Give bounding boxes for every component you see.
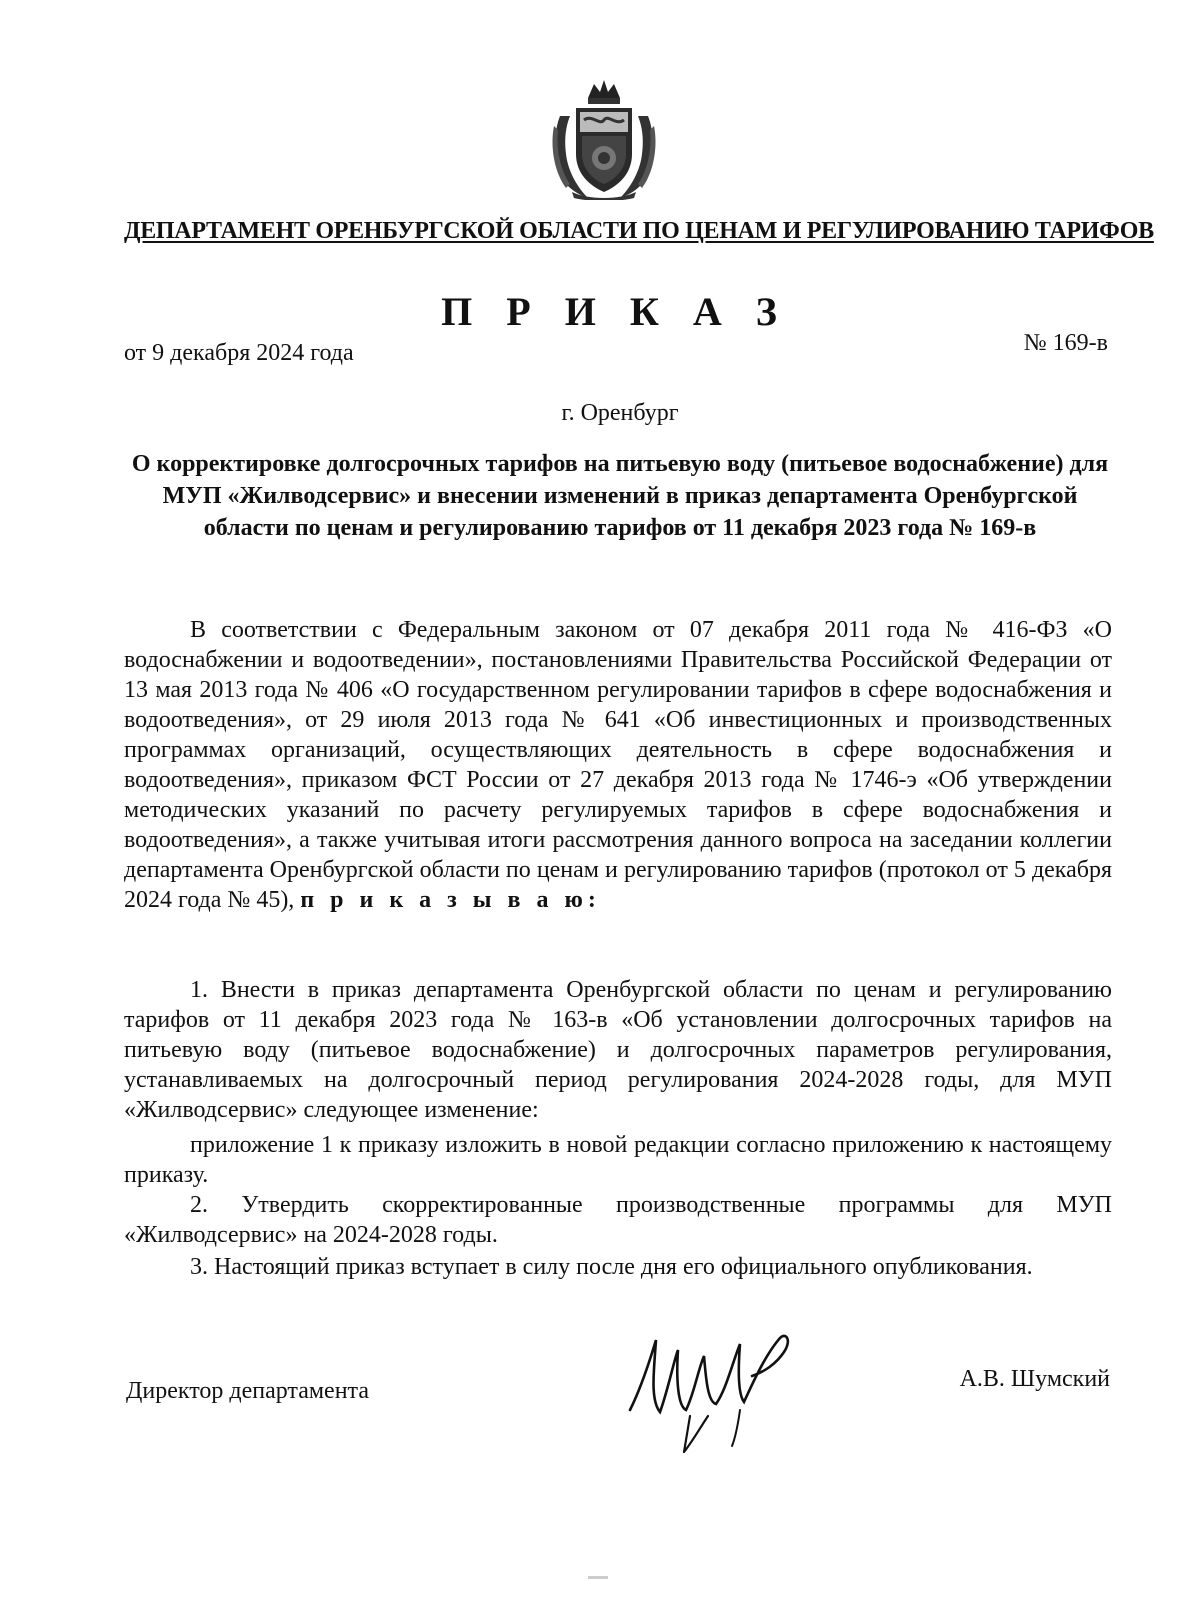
coat-of-arms-icon <box>548 76 660 200</box>
item-1-subclause: приложение 1 к приказу изложить в новой редакции согласно приложению к настоящему приказу. <box>124 1132 1112 1188</box>
order-number: № 169-в <box>1023 330 1108 356</box>
order-city: г. Оренбург <box>561 400 679 426</box>
page-footer-mark <box>588 1576 608 1579</box>
department-name: ДЕПАРТАМЕНТ ОРЕНБУРГСКОЙ ОБЛАСТИ ПО ЦЕНАМ И РЕГУЛИРОВАНИЮ ТАРИФОВ <box>124 218 1154 244</box>
item-1: 1. Внести в приказ департамента Оренбургской области по ценам и регулированию тарифов от 11 декабря 2023 года № 163-в «Об установлении долгосрочных тарифов на питьевую воду (питьевое водоснабжение) и долгосрочных параметров регулирования, устанавливаемых на долгосрочный период регулирования 2024-2028 годы, для МУП «Жилводсервис» следующее изменение: <box>124 977 1112 1123</box>
basis-text: В соответствии с Федеральным законом от 07 декабря 2011 года № 416-ФЗ «О водоснабжении и водоотведении», постановлениями Правительства Российской Федерации от 13 мая 2013 года № 406 «О государственном регулировании тарифов в сфере водоснабжения и водоотведения», от 29 июля 2013 года № 641 «Об инвестиционных и производственных программах организаций, осуществляющих деятельность в сфере водоснабжения и водоотведения», приказом ФСТ России от 27 декабря 2013 года № 1746-э «Об утверждении методических указаний по расчету регулируемых тарифов в сфере водоснабжения и водоотведения», а также учитывая итоги рассмотрения данного вопроса на заседании коллегии департамента Оренбургской области по ценам и регулированию тарифов (протокол от 5 декабря 2024 года № 45), <box>124 617 1112 913</box>
item-2: 2. Утвердить скорректированные производственные программы для МУП «Жилводсервис» на 2024-2028 годы. <box>124 1192 1112 1248</box>
order-date: от 9 декабря 2024 года <box>124 340 354 366</box>
handwritten-signature-icon <box>620 1320 820 1460</box>
order-subject: О корректировке долгосрочных тарифов на питьевую воду (питьевое водоснабжение) для МУП «Жилводсервис» и внесении изменений в приказ департамента Оренбургской области по ценам и регулированию тарифов от 11 декабря 2023 года № 169-в <box>131 451 1109 541</box>
order-title: П Р И К А З <box>441 289 789 334</box>
signer-name: А.В. Шумский <box>959 1366 1110 1392</box>
orders-word: п р и к а з ы в а ю: <box>300 887 601 913</box>
item-3: 3. Настоящий приказ вступает в силу после дня его официального опубликования. <box>190 1254 1033 1280</box>
signer-position: Директор департамента <box>126 1378 369 1404</box>
basis-paragraph <box>124 615 1112 915</box>
